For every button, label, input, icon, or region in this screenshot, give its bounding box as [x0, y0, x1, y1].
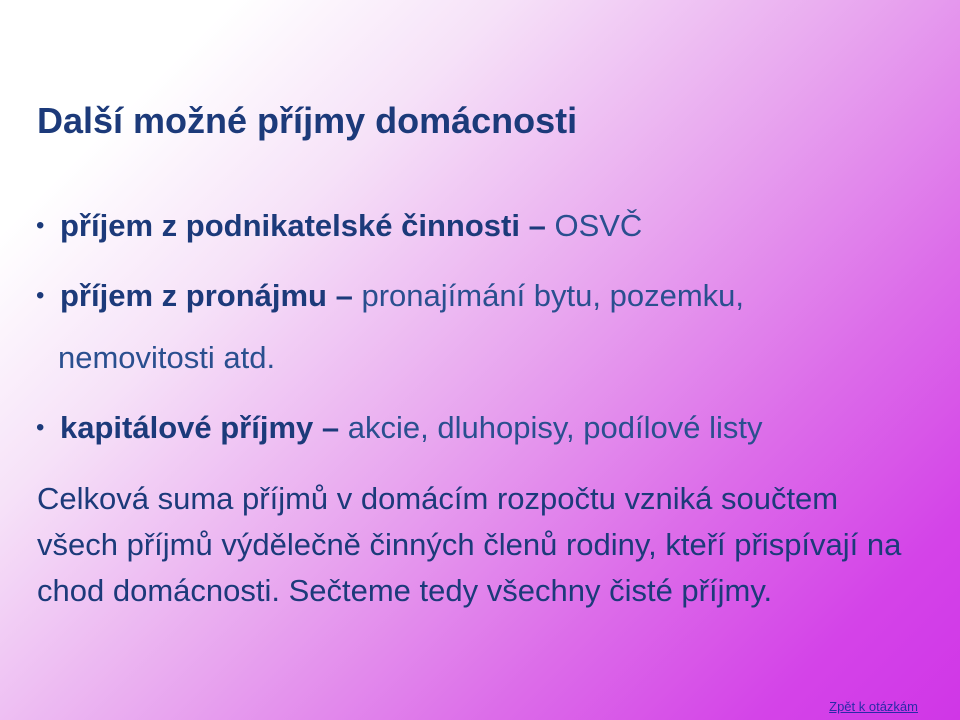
bullet-description: akcie, dluhopisy, podílové listy: [347, 410, 763, 445]
slide-title: Další možné příjmy domácnosti: [37, 100, 578, 141]
bullet-term: příjem z podnikatelské činnosti: [60, 208, 520, 243]
bullet-dash: –: [321, 410, 340, 445]
bullet-item: [36, 208, 642, 244]
bullet-item: [36, 278, 744, 314]
bullet-description: pronajímání bytu, pozemku,: [361, 278, 745, 313]
bullet-dot-icon: •: [36, 282, 45, 309]
bullet-dash: –: [335, 278, 353, 313]
bullet-term: příjem z pronájmu: [60, 278, 327, 313]
bullet-continuation: nemovitosti atd.: [58, 340, 276, 375]
summary-paragraph: Celková suma příjmů v domácím rozpočtu vzniká součtem všech příjmů výdělečně činných členů rodiny, kteří přispívají na chod domácnosti. Sečteme tedy všechny čisté příjmy.: [37, 481, 902, 608]
bullet-dot-icon: •: [36, 414, 45, 441]
bullet-item: [36, 410, 762, 446]
bullet-description: OSVČ: [554, 208, 643, 243]
bullet-dot-icon: •: [36, 212, 45, 239]
bullet-dash: –: [528, 208, 546, 243]
back-to-questions-link[interactable]: Zpět k otázkám: [829, 699, 918, 714]
bullet-term: kapitálové příjmy: [60, 410, 314, 445]
